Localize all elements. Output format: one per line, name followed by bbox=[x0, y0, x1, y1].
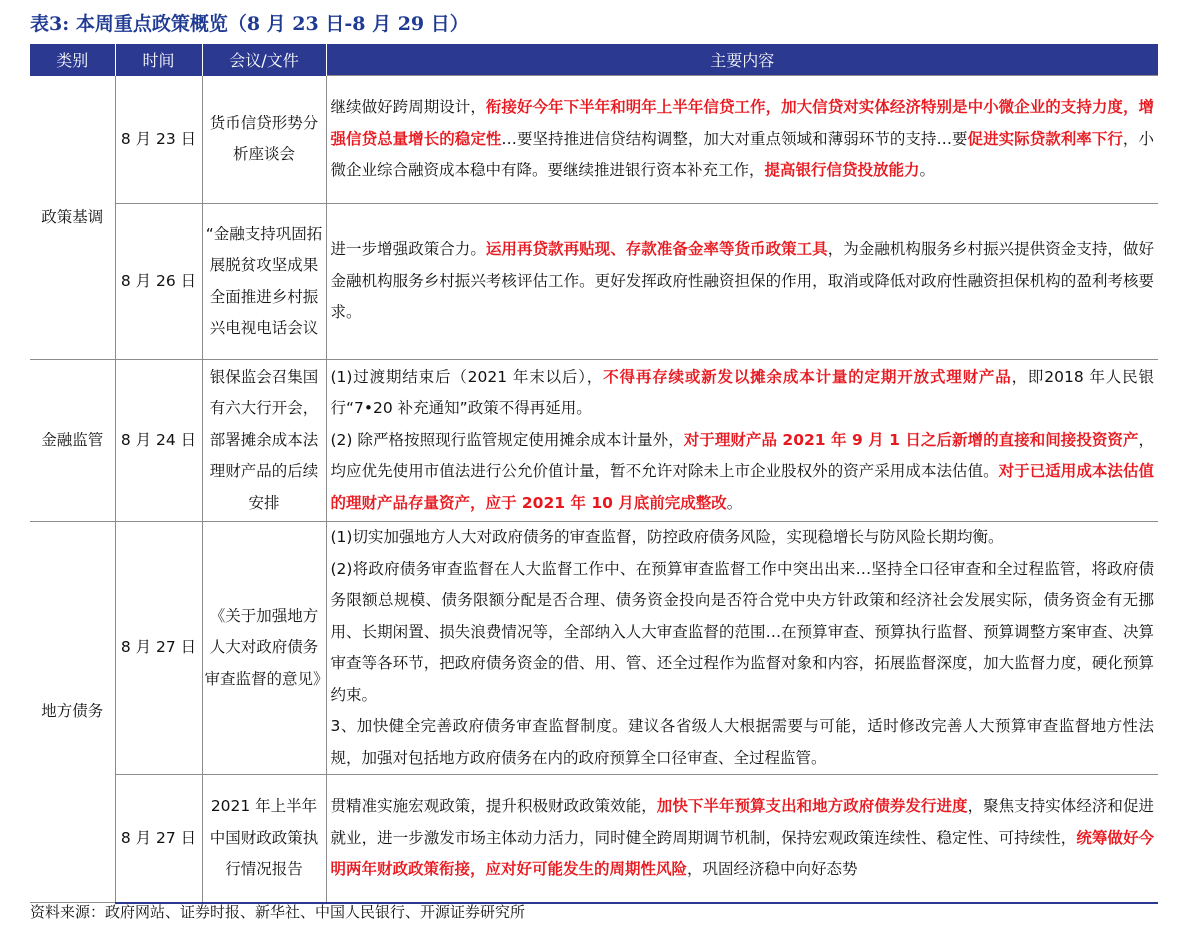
category-cell: 金融监管 bbox=[30, 360, 115, 522]
highlighted-text: 运用再贷款再贴现、存款准备金率等货币政策工具 bbox=[485, 240, 828, 259]
body-text: 进一步增强政策合力。 bbox=[330, 240, 486, 259]
body-text: (1)切实加强地方人大对政府债务的审查监督，防控政府债务风险，实现稳增长与防风险长期均衡。 bbox=[330, 528, 1004, 546]
body-text: ，巩固经济稳中向好态势 bbox=[687, 860, 858, 878]
content-paragraph bbox=[331, 362, 1155, 425]
meeting-cell: 《关于加强地方人大对政府债务审查监督的意见》 bbox=[202, 522, 326, 775]
content-paragraph bbox=[331, 554, 1155, 712]
date-cell: 8 月 23 日 bbox=[115, 76, 202, 204]
highlighted-text: 衔接好今年下半年和明年上半年信贷工作，加大信贷对实体经济特别是中小微企业的支持力度，增强信贷总量增长的稳定性 bbox=[330, 98, 1154, 148]
table-row bbox=[30, 360, 1158, 522]
body-text: …要坚持推进信贷结构调整，加大对重点领域和薄弱环节的支持…要 bbox=[501, 129, 968, 148]
date-cell: 8 月 26 日 bbox=[115, 204, 202, 360]
table-row bbox=[30, 522, 1158, 775]
table-row bbox=[30, 76, 1158, 204]
content-cell bbox=[326, 76, 1158, 204]
category-cell: 政策基调 bbox=[30, 76, 115, 360]
body-text: ，聚焦支持实体经济和促进就业，进一步激发市场主体动力活力，同时健全跨周期调节机制，保持宏观政策连续性、稳定性、可持续性， bbox=[330, 797, 1154, 847]
header-content: 主要内容 bbox=[326, 44, 1158, 76]
highlighted-text: 不得再存续或新发以摊余成本计量的定期开放式理财产品 bbox=[603, 367, 1012, 386]
body-text: 贯精准实施宏观政策，提升积极财政政策效能， bbox=[330, 797, 657, 815]
content-cell bbox=[326, 360, 1158, 522]
body-text: 继续做好跨周期设计， bbox=[330, 98, 486, 117]
body-text: (1)过渡期结束后（2021 年末以后）， bbox=[330, 367, 604, 386]
policy-table bbox=[30, 44, 1158, 904]
table-row bbox=[30, 775, 1158, 903]
category-cell: 地方债务 bbox=[30, 522, 115, 903]
content-paragraph bbox=[331, 711, 1155, 774]
header-time: 时间 bbox=[115, 44, 202, 76]
content-paragraph bbox=[331, 92, 1155, 187]
date-cell: 8 月 27 日 bbox=[115, 522, 202, 775]
highlighted-text: 统筹做好今明两年财政政策衔接，应对好可能发生的周期性风险 bbox=[330, 828, 1154, 878]
body-text: ，为金融机构服务乡村振兴提供资金支持，做好金融机构服务乡村振兴考核评估工作。更好发挥政府性融资担保的作用，取消或降低对政府性融资担保机构的盈利考核要求。 bbox=[330, 240, 1154, 322]
meeting-cell: 货币信贷形势分析座谈会 bbox=[202, 76, 326, 204]
body-text: ，均应优先使用市值法进行公允价值计量，暂不允许对除未上市企业股权外的资产采用成本法估值。 bbox=[330, 430, 1154, 481]
content-cell bbox=[326, 522, 1158, 775]
highlighted-text: 促进实际贷款利率下行 bbox=[967, 129, 1123, 148]
body-text: ，小微企业综合融资成本稳中有降。要继续推进银行资本补充工作， bbox=[330, 129, 1154, 180]
source-note: 资料来源：政府网站、证券时报、新华社、中国人民银行、开源证券研究所 bbox=[30, 903, 526, 921]
body-text: 。 bbox=[726, 493, 743, 512]
highlighted-text: 加快下半年预算支出和地方政府债券发行进度 bbox=[656, 797, 968, 815]
meeting-cell: “金融支持巩固拓展脱贫攻坚成果 全面推进乡村振兴电视电话会议 bbox=[202, 204, 326, 360]
meeting-cell: 银保监会召集国有六大行开会，部署摊余成本法理财产品的后续安排 bbox=[202, 360, 326, 522]
content-cell bbox=[326, 204, 1158, 360]
highlighted-text: 对于已适用成本法估值的理财产品存量资产，应于 2021 年 10 月底前完成整改 bbox=[330, 462, 1154, 512]
highlighted-text: 提高银行信贷投放能力 bbox=[764, 161, 920, 180]
table-title: 表3: 本周重点政策概览（8 月 23 日-8 月 29 日） bbox=[30, 13, 469, 35]
table-header-row bbox=[30, 44, 1158, 76]
content-paragraph bbox=[331, 425, 1155, 520]
table-row bbox=[30, 204, 1158, 360]
body-text: (2) 除严格按照现行监管规定使用摊余成本计量外， bbox=[330, 430, 684, 449]
highlighted-text: 对于理财产品 2021 年 9 月 1 日之后新增的直接和间接投资资产 bbox=[683, 430, 1139, 449]
date-cell: 8 月 24 日 bbox=[115, 360, 202, 522]
date-cell: 8 月 27 日 bbox=[115, 775, 202, 903]
body-text: 。 bbox=[919, 161, 936, 180]
header-meeting: 会议/文件 bbox=[202, 44, 326, 76]
body-text: 3、加快健全完善政府债务审查监督制度。建议各省级人大根据需要与可能，适时修改完善人大预算审查监督地方性法规，加强对包括地方政府债务在内的政府预算全口径审查、全过程监管。 bbox=[330, 717, 1154, 767]
content-cell bbox=[326, 775, 1158, 903]
meeting-cell: 2021 年上半年中国财政政策执行情况报告 bbox=[202, 775, 326, 903]
body-text: (2)将政府债务审查监督在人大监督工作中、在预算审查监督工作中突出出来…坚持全口径审查和全过程监管，将政府债务限额总规模、债务限额分配是否合理、债务资金投向是否符合党中央方针政策和经济社会发展实际，债务资金有无挪用、长期闲置、损失浪费情况等，全部纳入人大审查监督的范围…在预算审查、预算执行监督、预算调整方案审查、决算审查等各环节，把政府债务资金的借、用、管、还全过程作为监督对象和内容，拓展监督深度，加大监督力度，硬化预算约束。 bbox=[330, 559, 1154, 704]
content-paragraph bbox=[331, 791, 1155, 886]
content-paragraph bbox=[331, 522, 1155, 554]
header-category: 类别 bbox=[30, 44, 115, 76]
body-text: ，即2018 年人民银行“7•20 补充通知”政策不得再延用。 bbox=[330, 367, 1154, 418]
content-paragraph bbox=[331, 234, 1155, 329]
